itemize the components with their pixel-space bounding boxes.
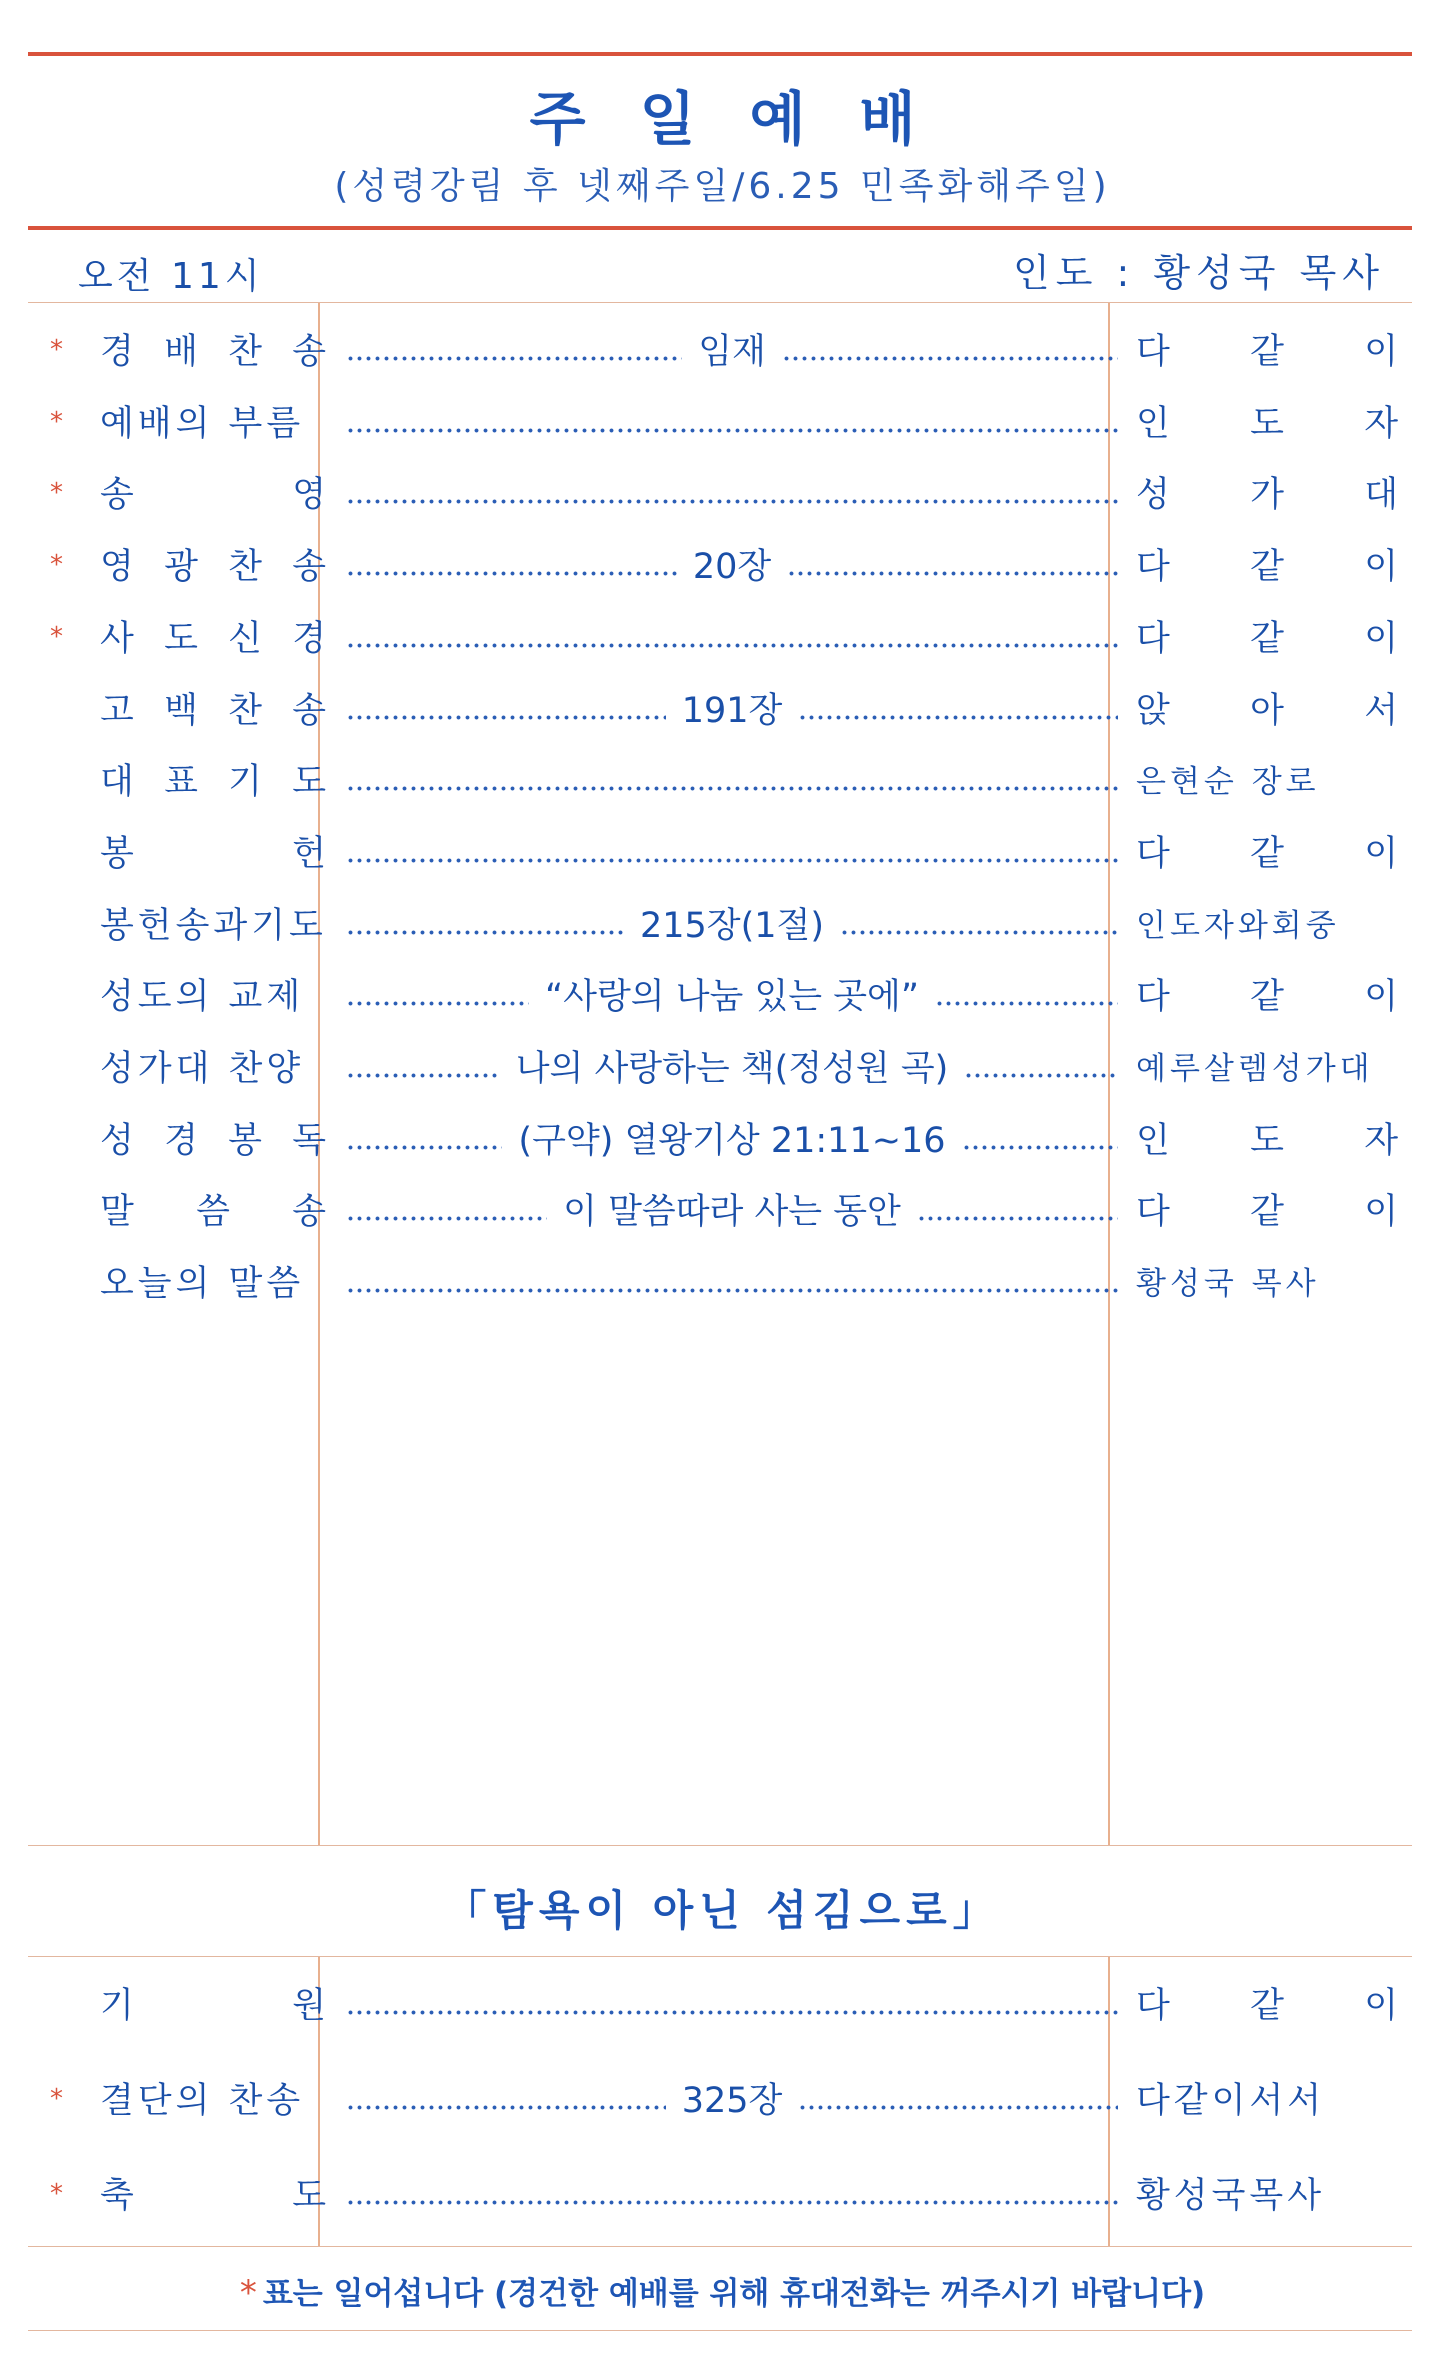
dot-leader (964, 1039, 1118, 1099)
item-label-text: 고 백 찬 송 (100, 690, 326, 731)
item-label-text: 기 원 (100, 1986, 326, 2026)
order-row (28, 1976, 1412, 2036)
footer-text: 표는 일어섭니다 (경건한 예배를 위해 휴대전화는 꺼주시기 바랍니다) (262, 2276, 1206, 2312)
item-detail (346, 896, 1118, 956)
dot-leader (346, 1039, 500, 1099)
dot-leader (346, 609, 1118, 669)
dot-leader (346, 896, 624, 956)
dot-leader (840, 896, 1118, 956)
closing-top-rule (28, 1956, 1412, 1957)
top-rule (28, 52, 1412, 56)
item-label-text: 성가대 찬양 (100, 1049, 305, 1089)
item-label (50, 1976, 326, 2036)
item-participant: 인도자와회중 (1136, 907, 1340, 944)
order-row (28, 1111, 1412, 1171)
dot-leader (346, 322, 682, 382)
item-participant: 예루살렘성가대 (1136, 1051, 1374, 1087)
item-detail (346, 1976, 1118, 2036)
item-detail-text: (구약) 열왕기상 21:11~16 (518, 1120, 946, 1161)
item-label (50, 967, 326, 1027)
order-row (28, 465, 1412, 525)
header-rule (28, 226, 1412, 230)
item-participant: 다 같 이 (1136, 833, 1398, 874)
item-participant: 다같이서서 (1136, 2081, 1326, 2121)
service-time: 오전 11시 (78, 256, 264, 297)
item-label (50, 465, 326, 525)
item-detail (346, 752, 1118, 812)
item-label (50, 2166, 326, 2226)
dot-leader (346, 465, 1118, 525)
item-participant: 다 같 이 (1136, 1986, 1398, 2026)
order-row (28, 609, 1412, 669)
item-detail (346, 824, 1118, 884)
item-detail-text: 215장(1절) (640, 905, 825, 946)
item-detail-text: “사랑의 나눔 있는 곳에” (545, 977, 919, 1018)
item-label (50, 609, 326, 669)
item-detail-text: 191장 (681, 690, 783, 731)
item-label (50, 1254, 326, 1314)
item-label (50, 752, 326, 812)
dot-leader (346, 2166, 1118, 2226)
item-participant: 인 도 자 (1136, 403, 1398, 444)
standing-star: * (50, 335, 63, 365)
item-participant: 다 같 이 (1136, 977, 1398, 1018)
order-row (28, 1182, 1412, 1242)
dot-leader (346, 1182, 547, 1242)
standing-star: * (50, 2179, 63, 2209)
item-participant: 다 같 이 (1136, 332, 1398, 372)
dot-leader (935, 967, 1118, 1027)
dot-leader (346, 681, 666, 741)
item-detail (346, 967, 1118, 1027)
dot-leader (346, 1976, 1118, 2036)
order-row (28, 394, 1412, 454)
standing-star: * (50, 621, 63, 652)
item-label-text: 송 영 (100, 475, 326, 516)
dot-leader (782, 322, 1118, 382)
item-detail (346, 2071, 1118, 2131)
item-participant: 다 같 이 (1136, 547, 1398, 588)
item-participant: 다 같 이 (1136, 1192, 1398, 1233)
item-label (50, 896, 326, 956)
dot-leader (346, 2071, 666, 2131)
standing-star: * (50, 2084, 63, 2114)
item-detail (346, 465, 1118, 525)
dot-leader (346, 537, 677, 597)
item-detail (346, 1254, 1118, 1314)
dot-leader (346, 1254, 1118, 1314)
service-leader: 인도 : 황성국 목사 (1013, 251, 1385, 295)
item-label (50, 1182, 326, 1242)
dot-leader (798, 2071, 1118, 2131)
order-row (28, 681, 1412, 741)
order-row (28, 896, 1412, 956)
footer-note (0, 2268, 1445, 2313)
item-label-text: 봉헌송과기도 (100, 905, 327, 946)
item-label (50, 824, 326, 884)
item-detail (346, 1111, 1118, 1171)
item-label-text: 축 도 (100, 2176, 326, 2216)
standing-star: * (50, 550, 63, 581)
item-detail (346, 322, 1118, 382)
item-detail (346, 537, 1118, 597)
item-label-text: 결단의 찬송 (100, 2081, 305, 2121)
order-row (28, 752, 1412, 812)
page-title: 주일예배 (529, 85, 970, 153)
dot-leader (346, 752, 1118, 812)
item-label-text: 사 도 신 경 (100, 618, 326, 659)
table-bottom-rule (28, 1845, 1412, 1846)
item-label-text: 예배의 부름 (100, 403, 305, 444)
bottom-rule (28, 2330, 1412, 2331)
dot-leader (798, 681, 1118, 741)
item-label (50, 537, 326, 597)
item-detail (346, 1182, 1118, 1242)
item-label-text: 말 씀 송 (100, 1192, 326, 1233)
dot-leader (917, 1182, 1118, 1242)
item-detail-text: 20장 (692, 547, 772, 588)
item-label (50, 1111, 326, 1171)
item-detail-text: 325장 (681, 2081, 783, 2121)
item-detail (346, 609, 1118, 669)
item-participant: 은현순 장로 (1136, 764, 1320, 801)
sermon-title: 「탐욕이 아닌 섬김으로」 (444, 1886, 1001, 1935)
item-label-text: 영 광 찬 송 (100, 547, 326, 588)
item-detail-text: 이 말씀따라 사는 동안 (563, 1192, 901, 1233)
item-label-text: 성 경 봉 독 (100, 1120, 326, 1161)
order-row (28, 322, 1412, 382)
table-top-rule (28, 302, 1412, 303)
item-detail-text: 나의 사랑하는 책(정성원 곡) (515, 1049, 949, 1089)
standing-star: * (50, 406, 63, 437)
item-detail-text: 임재 (698, 332, 766, 372)
dot-leader (346, 967, 529, 1027)
page-subtitle: (성령강림 후 넷째주일/6.25 민족화해주일) (334, 166, 1111, 207)
order-row (28, 1254, 1412, 1314)
item-participant: 황성국 목사 (1136, 1266, 1320, 1303)
item-participant: 앉 아 서 (1136, 690, 1398, 731)
item-detail (346, 2166, 1118, 2226)
dot-leader (346, 394, 1118, 454)
order-row (28, 537, 1412, 597)
item-detail (346, 1039, 1118, 1099)
item-label (50, 2071, 326, 2131)
item-label-text: 오늘의 말씀 (100, 1264, 305, 1305)
item-participant: 황성국목사 (1136, 2176, 1326, 2216)
dot-leader (962, 1111, 1118, 1171)
item-label-text: 봉 헌 (100, 833, 326, 874)
item-label (50, 681, 326, 741)
item-detail (346, 681, 1118, 741)
item-label (50, 322, 326, 382)
item-participant: 인 도 자 (1136, 1120, 1398, 1161)
item-participant: 성 가 대 (1136, 475, 1398, 516)
standing-star: * (50, 478, 63, 509)
closing-bottom-rule (28, 2246, 1412, 2247)
item-label-text: 대 표 기 도 (100, 762, 326, 803)
order-row (28, 824, 1412, 884)
item-label-text: 경 배 찬 송 (100, 332, 326, 372)
dot-leader (787, 537, 1118, 597)
item-detail (346, 394, 1118, 454)
order-row (28, 2071, 1412, 2131)
item-label (50, 394, 326, 454)
item-label (50, 1039, 326, 1099)
item-label-text: 성도의 교제 (100, 977, 305, 1018)
standing-mark: * (239, 2273, 257, 2313)
dot-leader (346, 824, 1118, 884)
order-row (28, 1039, 1412, 1099)
dot-leader (346, 1111, 502, 1171)
item-participant: 다 같 이 (1136, 618, 1398, 659)
order-row (28, 2166, 1412, 2226)
order-row (28, 967, 1412, 1027)
